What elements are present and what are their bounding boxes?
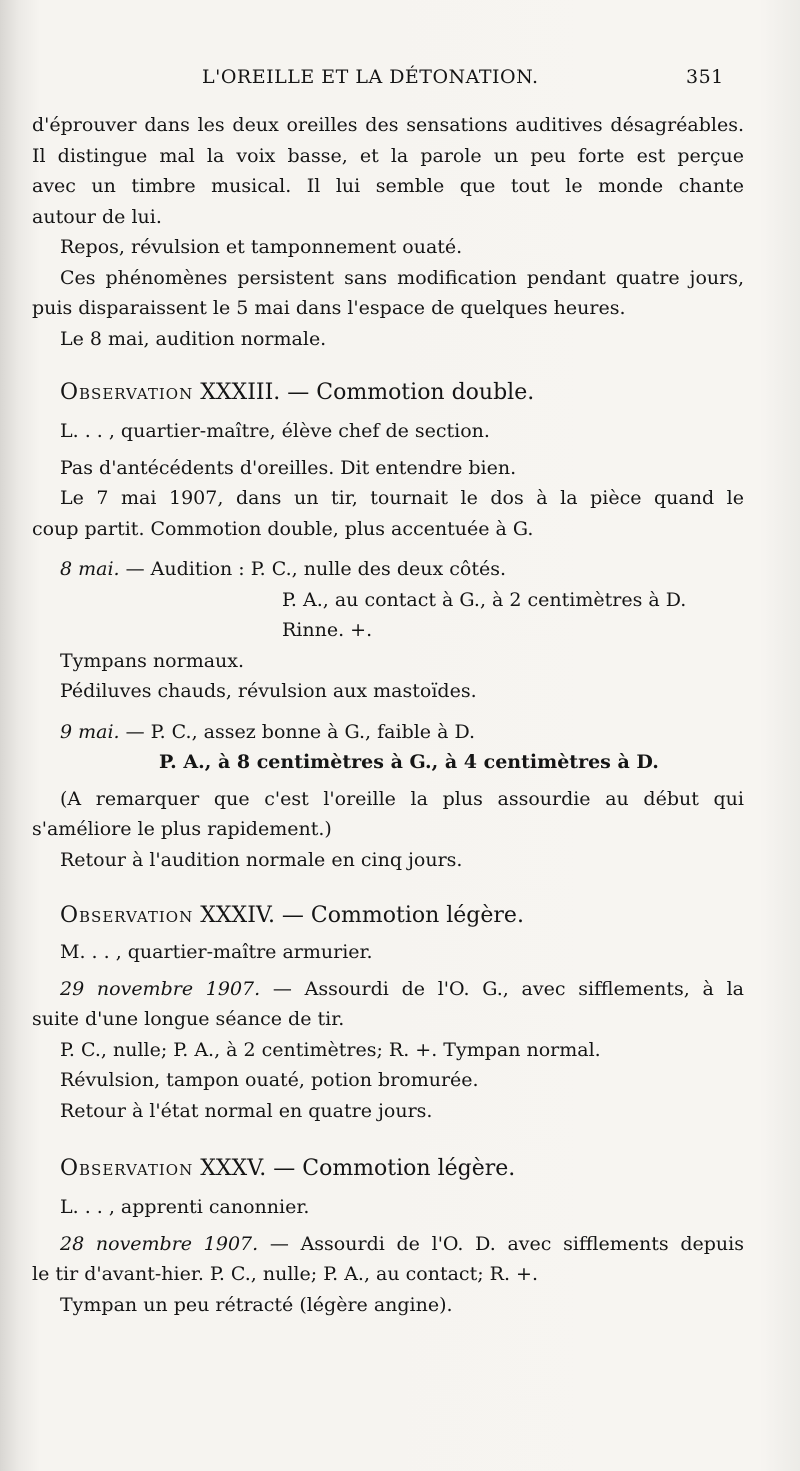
text-line: Tympans normaux. bbox=[60, 649, 245, 672]
text-span: — Assourdi de l'O. G., avec sifflements, à la bbox=[260, 977, 744, 1000]
text-line: Retour à l'audition normale en cinq jours. bbox=[60, 848, 463, 871]
page-number: 351 bbox=[686, 66, 724, 88]
patient-line: L. . . , quartier-maître, élève chef de section. bbox=[60, 420, 490, 442]
text-span: — Assourdi de l'O. D. avec sifflements depuis bbox=[258, 1232, 744, 1255]
text-line: s'améliore le plus rapidement.) bbox=[32, 818, 332, 840]
text-line: Le 8 mai, audition normale. bbox=[60, 327, 327, 350]
text-line: P. A., à 8 centimètres à G., à 4 centimètres à D. bbox=[159, 751, 659, 773]
text-line: le tir d'avant-hier. P. C., nulle; P. A., au contact; R. +. bbox=[32, 1263, 538, 1285]
text-line: coup partit. Commotion double, plus accentuée à G. bbox=[32, 517, 534, 540]
patient-line: M. . . , quartier-maître armurier. bbox=[60, 941, 373, 963]
text-line bbox=[32, 974, 744, 1005]
observation-label: Observation bbox=[60, 1156, 194, 1181]
date-label: 9 mai. bbox=[60, 720, 120, 743]
date-label: 28 novembre 1907. bbox=[60, 1232, 259, 1255]
observation-heading bbox=[32, 378, 744, 408]
text-line bbox=[32, 554, 744, 585]
text-line: autour de lui. bbox=[32, 205, 162, 228]
date-label: 29 novembre 1907. bbox=[60, 977, 261, 1000]
text-line: (A remarquer que c'est l'oreille la plus assourdie au début qui bbox=[60, 787, 744, 810]
observation-label: Observation bbox=[60, 903, 194, 928]
text-line: Tympan un peu rétracté (légère angine). bbox=[60, 1293, 453, 1316]
text-line: puis disparaissent le 5 mai dans l'espace de quelques heures. bbox=[32, 297, 626, 319]
text-line: Ces phénomènes persistent sans modification pendant quatre jours, bbox=[60, 266, 744, 289]
patient-line: L. . . , apprenti canonnier. bbox=[60, 1196, 310, 1218]
text-line: Rinne. +. bbox=[282, 619, 373, 641]
observation-title: XXXV. — Commotion légère. bbox=[193, 1156, 516, 1181]
text-line: Pas d'antécédents d'oreilles. Dit entendre bien. bbox=[60, 456, 517, 479]
observation-heading bbox=[32, 901, 744, 931]
text-line: d'éprouver dans les deux oreilles des sensations auditives désagréables. bbox=[32, 114, 744, 136]
observation-heading bbox=[32, 1154, 744, 1184]
observation-title: XXXIV. — Commotion légère. bbox=[193, 903, 524, 928]
date-label: 8 mai. bbox=[60, 558, 120, 580]
text-span: — P. C., assez bonne à G., faible à D. bbox=[119, 720, 476, 743]
page-header bbox=[0, 66, 800, 96]
observation-label: Observation bbox=[60, 380, 194, 405]
text-line: Retour à l'état normal en quatre jours. bbox=[60, 1099, 433, 1122]
text-span: — Audition : P. C., nulle des deux côtés. bbox=[119, 558, 506, 580]
text-line: Repos, révulsion et tamponnement ouaté. bbox=[60, 236, 463, 258]
running-title: L'OREILLE ET LA DÉTONATION. bbox=[202, 66, 539, 88]
body-text bbox=[32, 110, 744, 1320]
text-line: Le 7 mai 1907, dans un tir, tournait le dos à la pièce quand le bbox=[60, 487, 744, 509]
text-line bbox=[32, 1229, 744, 1260]
text-line: avec un timbre musical. Il lui semble que tout le monde chante bbox=[32, 175, 744, 197]
text-line: Il distingue mal la voix basse, et la parole un peu forte est perçue bbox=[32, 144, 744, 167]
text-line: P. A., au contact à G., à 2 centimètres à D. bbox=[282, 588, 687, 611]
text-line: P. C., nulle; P. A., à 2 centimètres; R. +. Tympan normal. bbox=[60, 1038, 601, 1061]
text-line: Révulsion, tampon ouaté, potion bromurée. bbox=[60, 1069, 479, 1091]
text-line bbox=[32, 717, 744, 748]
text-line: suite d'une longue séance de tir. bbox=[32, 1008, 345, 1030]
text-line: Pédiluves chauds, révulsion aux mastoïdes. bbox=[60, 680, 477, 702]
observation-title: XXXIII. — Commotion double. bbox=[193, 380, 535, 405]
